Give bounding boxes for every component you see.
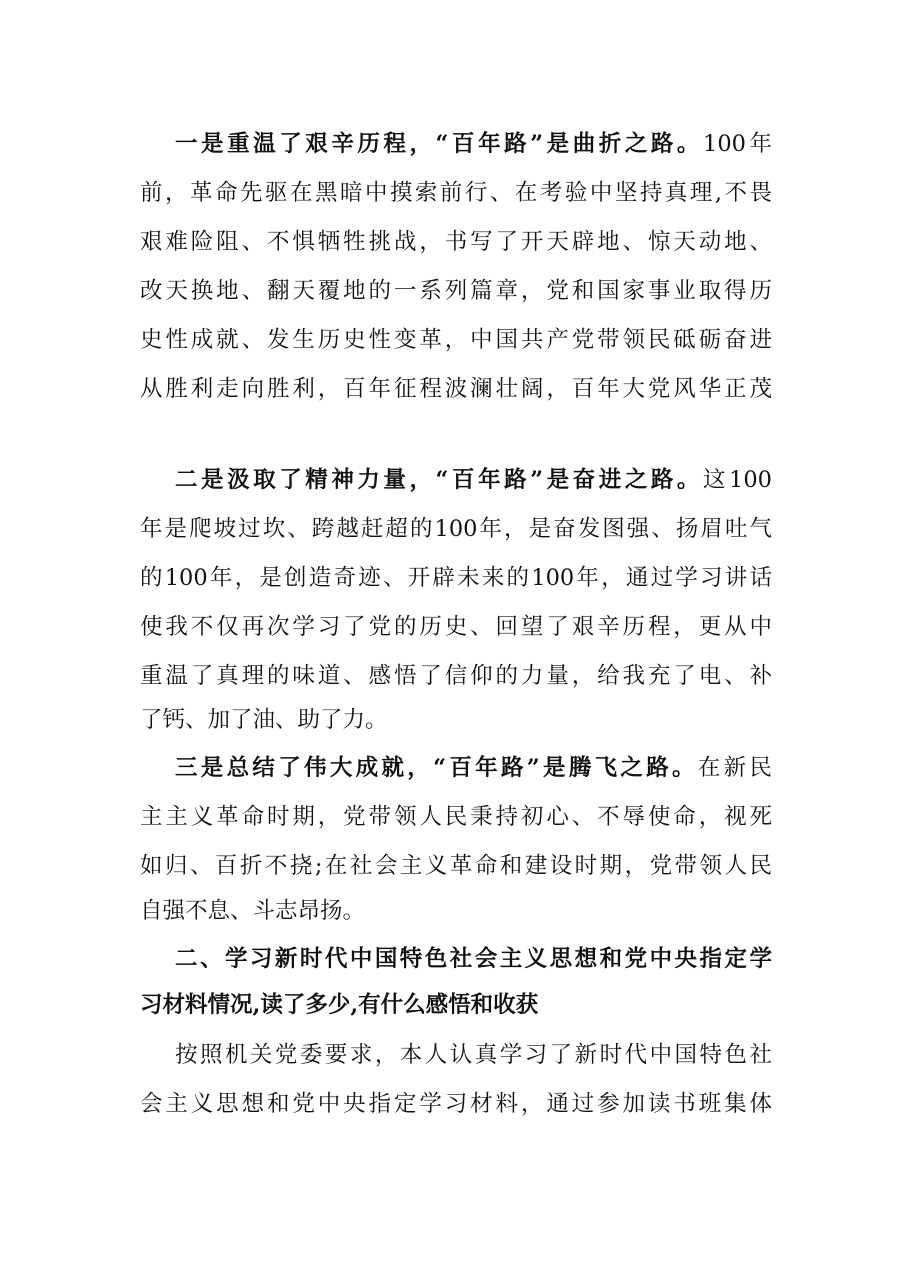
para1-line1: [175, 122, 772, 166]
para2-line3: 的100年，是创造奇迹、开辟未来的100年，通过学习讲话: [140, 565, 772, 591]
para2-line1: [175, 458, 772, 502]
para1-line1-text: 100年: [703, 131, 772, 157]
para2-heading: 二是汲取了精神力量，“百年路”是奋进之路。: [175, 467, 703, 493]
section-heading-line2: 习材料情况,读了多少,有什么感悟和收获: [140, 992, 539, 1018]
para3-line3: 如归、百折不挠;在社会主义革命和建设时期，党带领人民: [140, 853, 772, 879]
section-heading-line1: 二、学习新时代中国特色社会主义思想和党中央指定学: [175, 946, 772, 972]
para3-line4: 自强不息、斗志昂扬。: [140, 898, 366, 924]
para1-line2: 前，革命先驱在黑暗中摸索前行、在考验中坚持真理,不畏: [140, 180, 772, 206]
para3-line1: [175, 746, 772, 790]
para2-line5: 重温了真理的味道、感悟了信仰的力量，给我充了电、补: [140, 663, 772, 689]
para3-heading: 三是总结了伟大成就，“百年路”是腾飞之路。: [175, 755, 698, 781]
para4-line2: 会主义思想和党中央指定学习材料，通过参加读书班集体: [140, 1091, 772, 1117]
para1-line5: 史性成就、发生历史性变革，中国共产党带领民砥砺奋进: [140, 327, 772, 353]
para3-line2: 主主义革命时期，党带领人民秉持初心、不辱使命，视死: [140, 804, 772, 830]
para1-line6: 从胜利走向胜利，百年征程波澜壮阔，百年大党风华正茂: [140, 376, 772, 402]
para4-line1: 按照机关党委要求，本人认真学习了新时代中国特色社: [175, 1042, 772, 1068]
para1-line3: 艰难险阻、不惧牺牲挑战，书写了开天辟地、惊天动地、: [140, 229, 772, 255]
para2-line6: 了钙、加了油、助了力。: [140, 707, 388, 733]
para1-line4: 改天换地、翻天覆地的一系列篇章，党和国家事业取得历: [140, 278, 772, 304]
para2-line2: 年是爬坡过坎、跨越赶超的100年，是奋发图强、扬眉吐气: [140, 516, 772, 542]
para2-line1-text: 这100: [703, 467, 772, 493]
para1-heading: 一是重温了艰辛历程，“百年路”是曲折之路。: [175, 131, 703, 157]
para2-line4: 使我不仅再次学习了党的历史、回望了艰辛历程，更从中: [140, 614, 772, 640]
para3-line1-text: 在新民: [697, 755, 772, 781]
